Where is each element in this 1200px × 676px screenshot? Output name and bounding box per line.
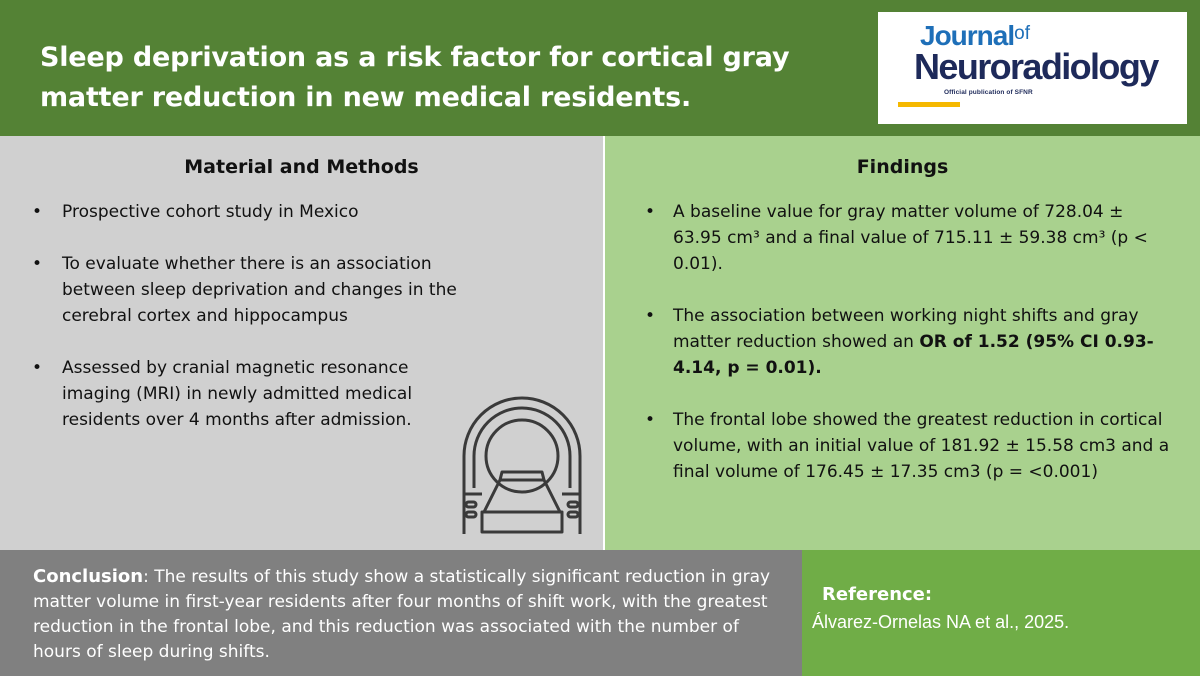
conclusion-body: : The results of this study show a statistically significant reduction in gray matter volume in first-year residents after four months of shift work, with the greatest reduction in the frontal lobe, and this reduction was associated with the number of hours of sleep during shifts. (33, 567, 771, 662)
findings-item (645, 303, 1170, 381)
logo-neuroradiology-text: Neuroradiology (914, 46, 1158, 87)
methods-item: • Assessed by cranial magnetic resonance imaging (MRI) in newly admitted medical residents over 4 months after admission. (32, 355, 467, 433)
logo-subtitle: Official publication of SFNR (944, 89, 1033, 96)
header-banner (0, 0, 1200, 136)
findings-list (645, 199, 1170, 511)
reference-label: Reference: (822, 584, 933, 605)
page-title: Sleep deprivation as a risk factor for cortical gray matter reduction in new medical residents. (40, 42, 790, 113)
findings-item: • A baseline value for gray matter volume of 728.04 ± 63.95 cm³ and a final value of 715.11 ± 59.38 cm³ (p < 0.01). (645, 199, 1170, 277)
findings-heading: Findings (856, 156, 949, 178)
findings-item-highlight: OR of 1.52 (95% CI 0.93-4.14, p = 0.01). (673, 332, 1154, 378)
findings-item: • The frontal lobe showed the greatest reduction in cortical volume, with an initial value of 181.92 ± 15.58 cm3 and a final volume of 176.45 ± 17.35 cm3 (p = <0.001) (645, 407, 1170, 485)
reference-panel (802, 550, 1200, 676)
findings-item-text: The association between working night shifts and gray matter reduction showed an (673, 306, 1139, 352)
methods-item: • Prospective cohort study in Mexico (32, 199, 467, 225)
logo-of-word: of (1014, 23, 1030, 44)
mri-scanner-icon (452, 384, 592, 534)
conclusion-panel (0, 550, 802, 676)
journal-logo (878, 12, 1187, 124)
logo-journal-word: Journal (920, 20, 1015, 51)
methods-panel (0, 136, 603, 550)
methods-item: • To evaluate whether there is an association between sleep deprivation and changes in the cerebral cortex and hippocampus (32, 251, 467, 329)
conclusion-text (33, 564, 773, 665)
conclusion-label: Conclusion (33, 566, 144, 587)
methods-list (32, 199, 467, 459)
findings-panel (605, 136, 1200, 550)
methods-heading: Material and Methods (184, 156, 419, 178)
logo-accent-bar (898, 102, 960, 107)
reference-citation: Álvarez-Ornelas NA et al., 2025. (812, 612, 1070, 632)
